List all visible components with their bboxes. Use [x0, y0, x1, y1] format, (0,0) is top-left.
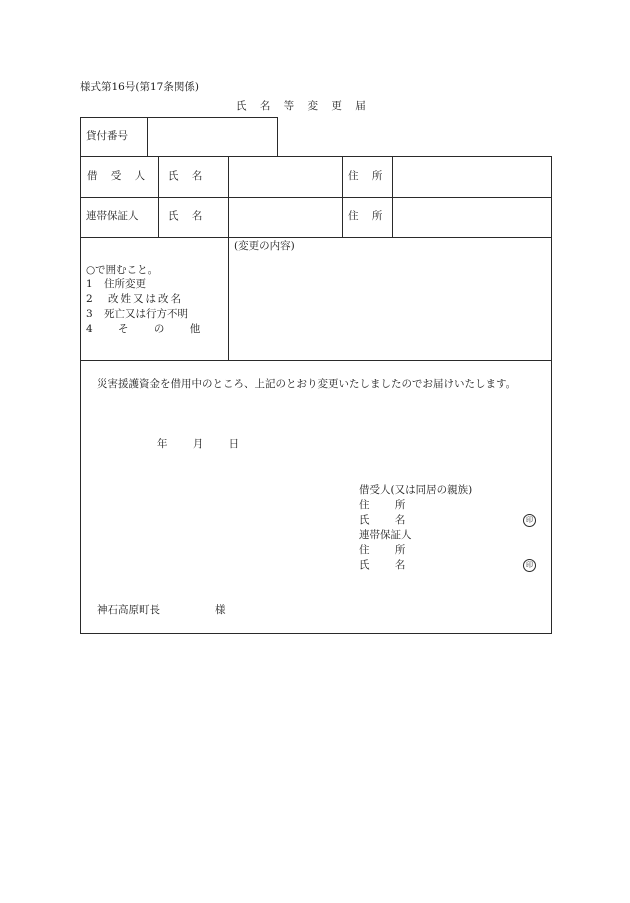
addressee: 神石高原町長 [97, 604, 160, 616]
change-option-1: 1 住所変更 [86, 278, 147, 290]
borrower-heading: 借受人(又は同居の親族) [359, 484, 473, 496]
guarantor-address-label: 住 所 [348, 210, 383, 222]
borrower-label: 借 受 人 [87, 170, 146, 182]
change-details-label: (変更の内容) [234, 240, 295, 252]
borrower-sign-name: 氏 名 [359, 514, 406, 526]
change-option-2: 2 改姓又は改名 [86, 293, 184, 305]
form-title: 氏 名 等 変 更 届 [236, 100, 366, 112]
borrower-address-label: 住 所 [348, 170, 383, 182]
change-option-4: 4 そ の 他 [86, 323, 201, 335]
guarantor-name-label: 氏 名 [168, 210, 203, 222]
date-line: 年 月 日 [157, 438, 240, 450]
guarantor-label: 連帯保証人 [86, 210, 139, 222]
guarantor-heading: 連帯保証人 [359, 529, 412, 541]
change-option-3: 3 死亡又は行方不明 [86, 308, 189, 320]
borrower-name-label: 氏 名 [168, 170, 203, 182]
loan-number-label: 貸付番号 [86, 130, 128, 142]
guarantor-seal: 印 [523, 559, 536, 572]
borrower-seal: 印 [523, 514, 536, 527]
borrower-sign-address: 住 所 [359, 499, 406, 511]
form-number: 様式第16号(第17条関係) [80, 81, 199, 93]
honorific: 様 [215, 604, 226, 616]
circle-instruction: ○で囲むこと。 [86, 264, 159, 276]
guarantor-sign-name: 氏 名 [359, 559, 406, 571]
notice-text: 災害援護資金を借用中のところ、上記のとおり変更いたしましたのでお届けいたします。 [97, 378, 517, 390]
guarantor-sign-address: 住 所 [359, 544, 406, 556]
